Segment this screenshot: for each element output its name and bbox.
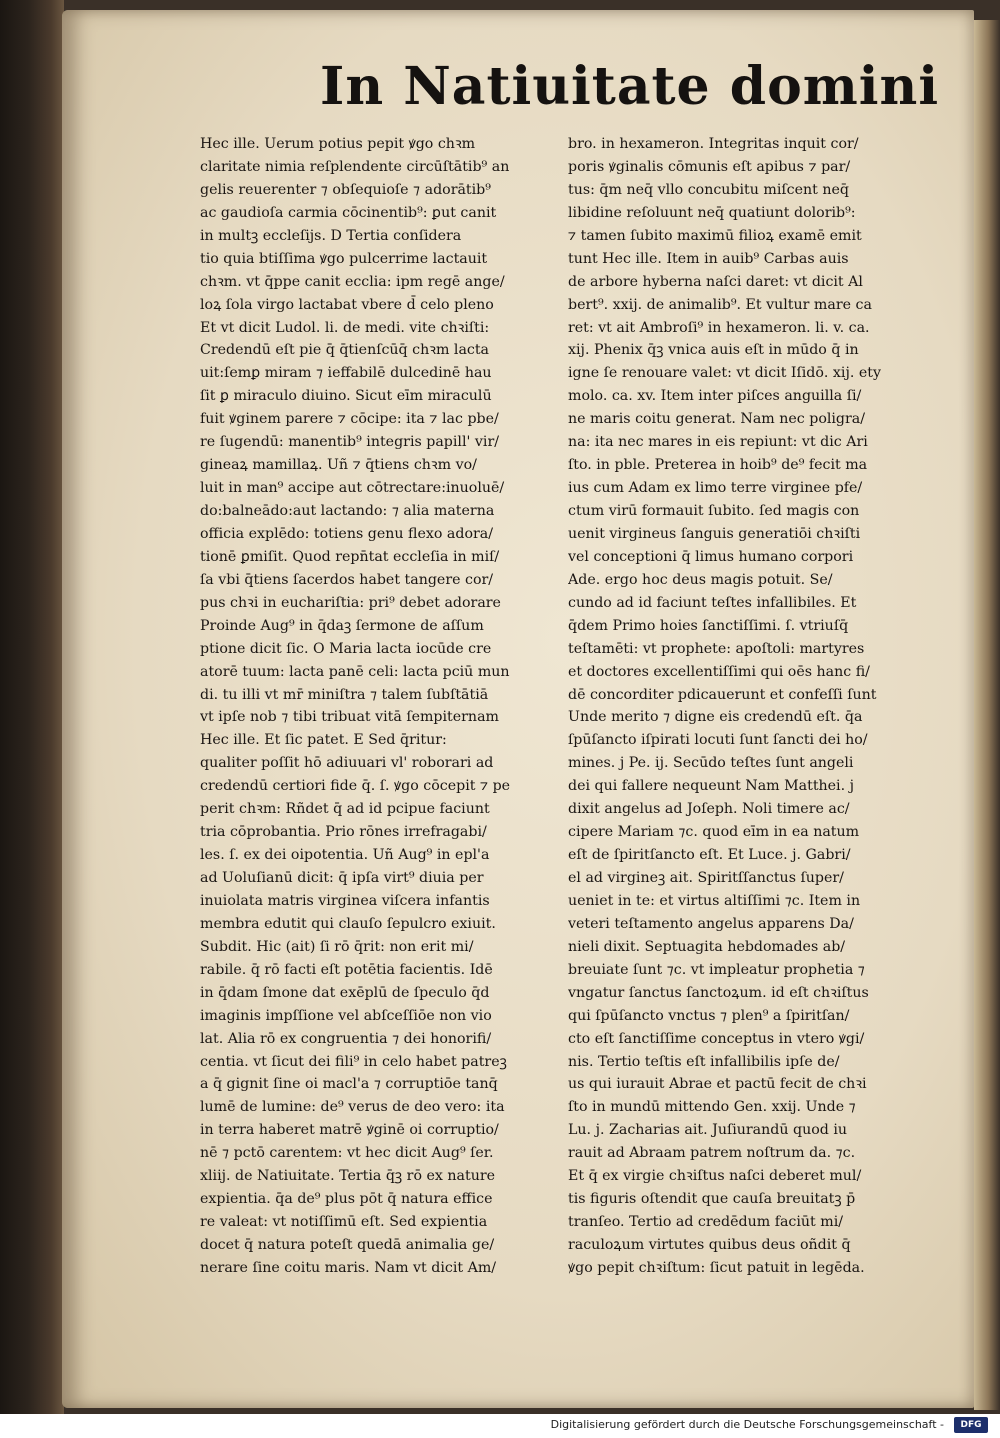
- text-line: el ad virgineꝫ ait. Spiritſſanctus ſuper/: [568, 870, 844, 886]
- left-column: [200, 133, 572, 1280]
- text-line: igne ſe renouare valet: vt dicit Iſidō. xij. ety: [568, 365, 882, 382]
- text-line: Et q̄ ex virgie chꝛiſtus naſci deberet mul/: [568, 1168, 862, 1185]
- text-line: cto eſt ſanctiſſime conceptus in vtero ꝟgi/: [568, 1030, 865, 1047]
- text-line: libidine reſoluunt neq̄ quatiunt dolorib⁹:: [568, 204, 856, 221]
- text-line: teſtamēti: vt prophete: apoſtoli: martyres: [568, 640, 865, 657]
- book-spine: [0, 0, 64, 1414]
- text-line: imaginis impſſione vel abſceſſiōe non vio: [200, 1007, 492, 1024]
- text-line: us qui iurauit Abrae et pactū fecit de chꝛi: [568, 1076, 867, 1093]
- text-line: vt ipſe nob ⁊ tibi tribuat vitā ſempiternam: [200, 709, 499, 726]
- text-line: gineaꝝ mamillaꝝ. Uñ ⁊ q̄tiens chꝛm vo/: [200, 457, 477, 474]
- text-line: Proinde Aug⁹ in q̄daꝫ ſermone de aſſum: [200, 617, 484, 634]
- text-line: membra edutit qui clauſo ſepulcro exiuit.: [200, 915, 496, 932]
- footer-bar: [0, 1414, 1000, 1438]
- text-line: tranſeo. Tertio ad credēdum faciūt mi/: [568, 1214, 844, 1231]
- text-line: eſt de ſpiritſancto eſt. Et Luce. j. Gabri/: [568, 847, 851, 864]
- text-line: ſto in mundū mittendo Gen. xxij. Unde ⁊: [568, 1099, 856, 1116]
- text-line: inuiolata matris virginea viſcera infantis: [200, 892, 490, 909]
- text-line: tunt Hec ille. Item in auib⁹ Carbas auis: [568, 250, 849, 267]
- text-line: in q̄dam ſmone dat exēplū de ſpeculo q̄d: [200, 984, 490, 1001]
- text-line: vngatur ſanctus ſanctoꝝum. id eſt chꝛiſtus: [568, 984, 869, 1001]
- text-line: dei qui fallere nequeunt Nam Matthei. j: [568, 778, 855, 795]
- text-line: xij. Phenix q̄ꝫ vnica auis eſt in mūdo q̄ in: [568, 342, 859, 359]
- text-line: ꝟgo pepit chꝛiſtum: ſicut patuit in legēda.: [568, 1259, 865, 1276]
- text-line: perit chꝛm: Rñdet q̄ ad id pcipue faciunt: [200, 801, 490, 818]
- text-line: atorē tuum: lacta panē celi: lacta pciū mun: [200, 663, 510, 680]
- text-line: nis. Tertio teſtis eſt infallibilis ipſe de/: [568, 1053, 840, 1070]
- text-line: nieli dixit. Septuagita hebdomades ab/: [568, 938, 846, 955]
- text-line: re ſugendū: manentib⁹ integris papill' vir/: [200, 434, 500, 451]
- text-line: xliij. de Natiuitate. Tertia q̄ꝫ rō ex nature: [200, 1168, 496, 1185]
- text-line: docet q̄ natura poteſt quedā animalia ge/: [200, 1237, 495, 1253]
- text-line: ſit ꝑ miraculo diuino. Sicut eīm miraculū: [200, 388, 492, 405]
- text-line: ac gaudioſa carmia cōcinentib⁹: ꝑut canit: [200, 204, 497, 221]
- text-line: ptione dicit ſic. O Maria lacta iocūde cre: [200, 640, 492, 657]
- text-line: cipere Mariam ⁊c. quod eīm in ea natum: [568, 824, 860, 841]
- text-line: q̄dem Primo hoies ſanctiſſimi. ſ. vtriuſq̄: [568, 617, 849, 634]
- text-line: qui ſpūſancto vnctus ⁊ plen⁹ a ſpiritſan/: [568, 1007, 850, 1024]
- text-line: tria cōprobantia. Prio rōnes irrefragabi/: [200, 824, 487, 841]
- text-line: pus chꝛi in euchariſtia: pri⁹ debet adorare: [200, 594, 501, 611]
- text-line: les. ſ. ex dei oipotentia. Uñ Aug⁹ in epl'a: [200, 847, 490, 864]
- text-line: di. tu illi vt mr̄ miniſtra ⁊ talem ſubſtātiā: [200, 686, 489, 703]
- text-line: qualiter poſſit hō adiuuari vl' roborari ad: [200, 755, 494, 772]
- text-line: lumē de lumine: de⁹ verus de deo vero: ita: [200, 1099, 505, 1116]
- text-line: ius cum Adam ex limo terre virginee pfe/: [568, 480, 863, 497]
- dfg-logo: DFG: [954, 1417, 988, 1433]
- text-line: centia. vt ſicut dei fili⁹ in celo habet patreꝫ: [200, 1053, 507, 1070]
- text-line: tis figuris oſtendit que cauſa breuitatꝫ p̄: [568, 1191, 856, 1208]
- text-line: ctum virū formauit ſubito. ſed magis con: [568, 503, 860, 519]
- text-line: ſto. in pble. Preterea in hoib⁹ de⁹ fecit ma: [568, 457, 868, 474]
- text-line: Et vt dicit Ludol. li. de medi. vite chꝛiſti:: [200, 319, 490, 336]
- text-line: Hec ille. Et ſic patet. E Sed q̄ritur:: [200, 732, 447, 749]
- text-line: nē ⁊ pctō carentem: vt hec dicit Aug⁹ ſer.: [200, 1145, 494, 1162]
- page-edge: [974, 20, 1000, 1410]
- running-head: In Natiuitate domini: [320, 56, 940, 117]
- text-line: do:balneādo:aut lactando: ⁊ alia materna: [200, 503, 495, 519]
- text-line: ⁊ tamen ſubito maximū filioꝝ examē emit: [568, 227, 862, 244]
- text-line: in terra haberet matrē ꝟginē oi corruptio/: [200, 1122, 499, 1139]
- text-line: ſa vbi q̄tiens ſacerdos habet tangere cor/: [200, 571, 494, 588]
- text-line: na: ita nec mares in eis repiunt: vt dic Ari: [568, 434, 868, 451]
- text-line: vel conceptioni q̄ limus humano corpori: [568, 548, 854, 565]
- text-line: tus: q̄m neq̄ vllo concubitu miſcent neq̄: [568, 181, 849, 198]
- text-line: Hec ille. Uerum potius pepit ꝟgo chꝛm: [200, 136, 476, 152]
- text-line: raculoꝝum virtutes quibus deus oñdit q̄: [568, 1237, 851, 1253]
- text-line: chꝛm. vt q̄ppe canit ecclia: ipm regē ange/: [200, 273, 505, 290]
- text-line: ueniet in te: et virtus altiſſimi ⁊c. Item in: [568, 892, 861, 909]
- text-line: mines. j Pe. ij. Secūdo teſtes ſunt angeli: [568, 755, 854, 772]
- text-line: expientia. q̄a de⁹ plus pōt q̄ natura effice: [200, 1191, 493, 1208]
- text-line: breuiate ſunt ⁊c. vt impleatur prophetia ⁊: [568, 961, 865, 978]
- right-column: [568, 133, 940, 1280]
- text-line: ne maris coitu generat. Nam nec poligra/: [568, 411, 866, 428]
- text-line: de arbore hyberna naſci daret: vt dicit Al: [568, 273, 863, 290]
- text-line: Unde merito ⁊ digne eis credendū eſt. q̄a: [568, 709, 863, 726]
- text-line: tio quia btiſſima ꝟgo pulcerrime lactauit: [200, 250, 488, 267]
- text-line: veteri teſtamento angelus apparens Da/: [568, 915, 854, 932]
- text-line: bert⁹. xxij. de animalib⁹. Et vultur mare ca: [568, 296, 872, 313]
- text-line: claritate nimia reſplendente circūſtātib⁹ an: [200, 158, 510, 175]
- text-line: dē concorditer pdicauerunt et confeſſi ſunt: [568, 686, 877, 703]
- text-line: et doctores excellentiſſimi qui oēs hanc fi/: [568, 663, 870, 680]
- text-line: Ade. ergo hoc deus magis potuit. Se/: [568, 571, 833, 588]
- text-line: tionē ꝑmiſit. Quod repn̄tat eccleſia in miſ/: [200, 548, 500, 565]
- text-line: in multꝫ eccleſijs. D Tertia conſidera: [200, 227, 462, 244]
- text-line: ad Uoluſianū dicit: q̄ ipſa virt⁹ diuia per: [200, 870, 484, 886]
- text-line: cundo ad id faciunt teſtes infallibiles. Et: [568, 594, 857, 611]
- text-line: gelis reuerenter ⁊ obſequioſe ⁊ adorātib⁹: [200, 181, 491, 198]
- text-line: credendū certiori fide q̄. ſ. ꝟgo cōcepit ⁊ pe: [200, 778, 511, 795]
- text-line: re valeat: vt notiſſimū eſt. Sed expientia: [200, 1214, 488, 1231]
- text-line: rabile. q̄ rō facti eſt potētia facientis. Idē: [200, 961, 493, 978]
- text-line: rauit ad Abraam patrem noſtrum da. ⁊c.: [568, 1145, 856, 1162]
- text-line: molo. ca. xv. Item inter piſces anguilla ſi/: [568, 388, 862, 405]
- text-line: nerare ſine coitu maris. Nam vt dicit Am/: [200, 1259, 497, 1276]
- text-line: dixit angelus ad Joſeph. Noli timere ac/: [568, 801, 850, 818]
- text-line: officia explēdo: totiens genu flexo adora/: [200, 525, 494, 542]
- text-line: bro. in hexameron. Integritas inquit cor/: [568, 136, 859, 152]
- text-line: Lu. j. Zacharias ait. Juſiurandū quod iu: [568, 1122, 848, 1139]
- text-line: Subdit. Hic (ait) ſi rō q̄rit: non erit mi/: [200, 938, 474, 955]
- text-line: loꝝ ſola virgo lactabat vbere d̄ celo pleno: [200, 296, 494, 313]
- text-line: fuit ꝟginem parere ⁊ cōcipe: ita ⁊ lac pbe/: [200, 411, 499, 428]
- text-line: a q̄ gignit ſine oi macl'a ⁊ corruptiōe tanq̄: [200, 1076, 498, 1093]
- digitization-credit: Digitalisierung gefördert durch die Deutsche Forschungsgemeinschaft -: [550, 1418, 944, 1431]
- text-line: luit in man⁹ accipe aut cōtrectare:inuoluē/: [200, 480, 505, 497]
- text-line: uit:ſemꝑ miram ⁊ ieffabilē dulcedinē hau: [200, 365, 492, 382]
- text-line: Credendū eſt pie q̄ q̄tienſcūq̄ chꝛm lacta: [200, 342, 490, 359]
- text-line: ret: vt ait Ambroſi⁹ in hexameron. li. v. ca.: [568, 319, 870, 336]
- text-line: ſpūſancto iſpirati locuti ſunt ſancti dei ho/: [568, 732, 868, 749]
- text-line: poris ꝟginalis cōmunis eſt apibus ⁊ par/: [568, 158, 851, 175]
- text-line: lat. Alia rō ex congruentia ⁊ dei honorifi/: [200, 1030, 492, 1047]
- text-line: uenit virgineus ſanguis generatiōi chꝛiſti: [568, 525, 861, 542]
